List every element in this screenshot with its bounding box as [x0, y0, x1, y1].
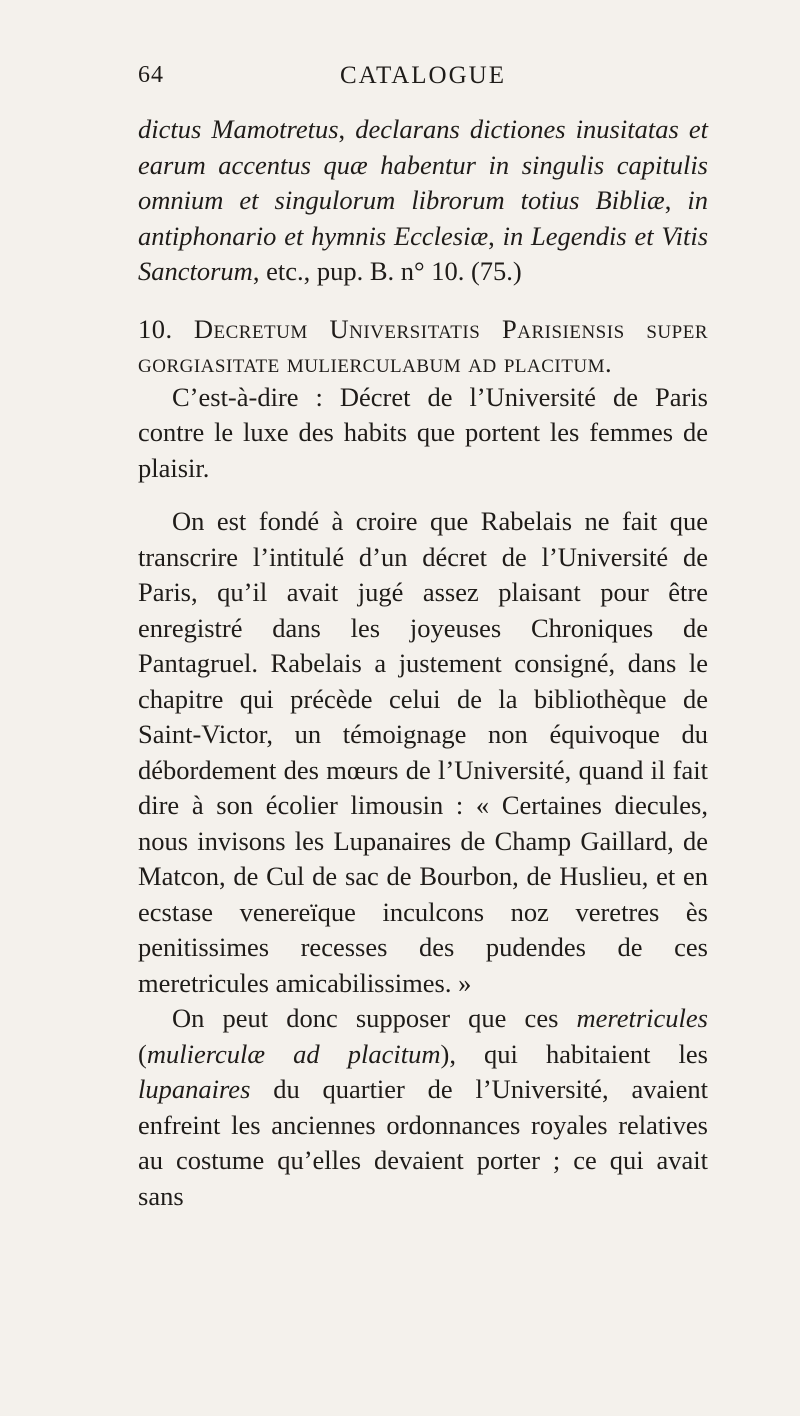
carryover-title-mid: declarans dictiones inusitatas et earum accentus quæ habentur in singulis capitulis omnium et singulorum librorum totius Bibliæ: [138, 114, 708, 215]
entry-number: 10.: [138, 313, 173, 344]
page-number: 64: [138, 62, 164, 88]
carryover-tail: , etc., pup. B. n° 10. (75.): [252, 256, 522, 286]
para2-text-3: ), qui habitaient les: [440, 1038, 708, 1069]
carryover-comma-3: ,: [488, 220, 503, 251]
para2-mulierculae: mulierculæ ad placitum: [146, 1038, 441, 1069]
para2-text-2: (: [138, 1038, 147, 1069]
entry-heading: [138, 312, 708, 380]
carryover-title-legendis: in Legendis et Vitis Sanctorum: [138, 220, 709, 286]
body-text: [138, 112, 708, 1214]
running-head: [138, 62, 708, 98]
running-head-title: CATALOGUE: [340, 62, 506, 89]
para2-text-1: On peut donc supposer que ces: [172, 1003, 577, 1033]
carryover-title-start: dictus Mamotretus: [138, 114, 339, 144]
para2-lupanaires: lupanaires: [138, 1074, 251, 1104]
carryover-title-antiphonario: in antiphonario et hymnis Ecclesiæ: [138, 185, 709, 251]
para2-meretricules: meretricules: [576, 1003, 708, 1033]
carryover-comma-1: ,: [338, 114, 356, 144]
para2-text-4: du quartier de l’Université, avaient enfreint les anciennes ordonnances royales relatives au costume qu’elles devaient porter ; ce qui avait sans: [138, 1074, 708, 1211]
entry-translation: C’est-à-dire : Décret de l’Université de Paris contre le luxe des habits que portent les femmes de plaisir.: [138, 381, 708, 483]
carryover-paragraph: [138, 112, 708, 290]
commentary-paragraph-2: [138, 1001, 708, 1214]
entry-title: Decretum Universitatis Parisiensis super gorgiasitate mulierculabum ad placitum.: [138, 313, 708, 378]
commentary-paragraph-1: On est fondé à croire que Rabelais ne fait que transcrire l’intitulé d’un décret de l’Université de Paris, qu’il avait jugé assez plaisant pour être enregistré dans les joyeuses Chroniques de Pantagruel. Rabelais a justement consigné, dans le chapitre qui précède celui de la bibliothèque de Saint-Victor, un témoignage non équivoque du débordement des mœurs de l’Université, quand il fait dire à son écolier limousin : « Certaines diecules, nous invisons les Lupanaires de Champ Gaillard, de Matcon, de Cul de sac de Bourbon, de Huslieu, et en ecstase venereïque inculcons noz veretres ès penitissimes recesses des pudendes de ces meretricules amicabilissimes. »: [138, 506, 708, 998]
carryover-comma-2: ,: [664, 185, 688, 215]
